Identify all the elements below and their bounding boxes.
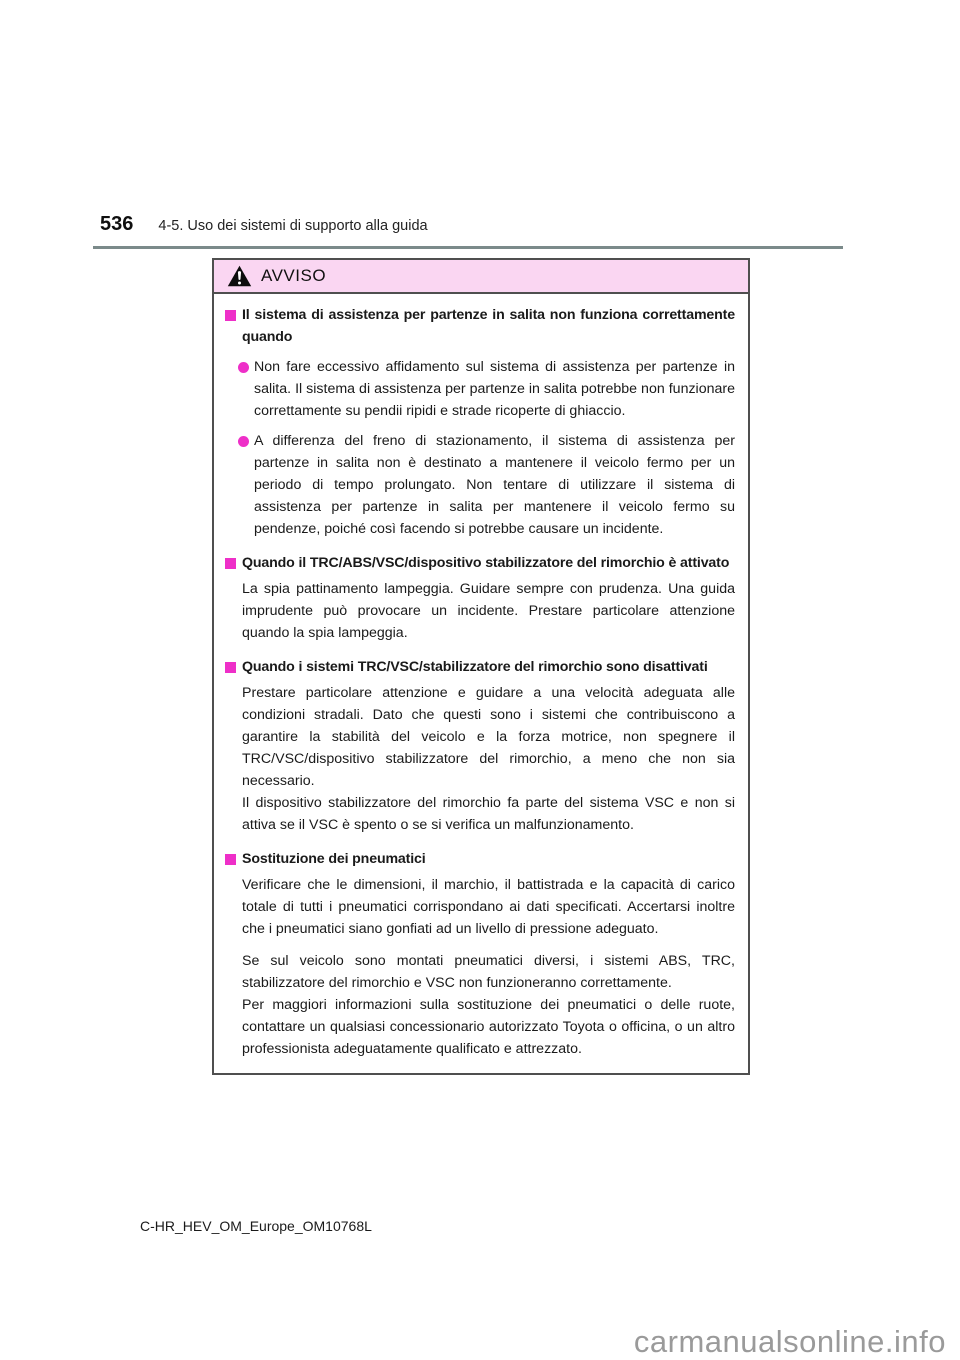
- notice-paragraph: [225, 682, 735, 836]
- square-bullet-icon: [225, 310, 236, 321]
- notice-paragraph: [225, 874, 735, 940]
- notice-section-heading-text: Il sistema di assistenza per partenze in salita non funziona correttamente quando: [242, 307, 735, 345]
- notice-paragraph-line: Il dispositivo stabilizzatore del rimorchio fa parte del sistema VSC e non si attiva se il VSC è spento o se si verifica un malfunzionamento.: [242, 795, 735, 833]
- watermark: carmanualsonline.info: [633, 1324, 946, 1359]
- notice-section: [225, 848, 735, 1060]
- notice-paragraph-line: Se sul veicolo sono montati pneumatici diversi, i sistemi ABS, TRC, stabilizzatore del rimorchio e VSC non funzioneranno correttamente.: [242, 953, 735, 991]
- circle-bullet-icon: [238, 436, 249, 447]
- chapter-header: 4-5. Uso dei sistemi di supporto alla guida: [158, 218, 428, 234]
- notice-paragraph-line: Prestare particolare attenzione e guidare a una velocità adeguata alle condizioni stradali. Dato che questi sono i sistemi che contribuiscono a garantire la stabilità del veicolo e la forza motrice, non spegnere il TRC/VSC/dispositivo stabilizzatore del rimorchio, a meno che non sia necessario.: [242, 685, 735, 789]
- notice-subitem: [225, 356, 735, 422]
- page-number: 536: [100, 213, 134, 235]
- notice-section-heading: [225, 304, 735, 348]
- notice-section-heading-text: Sostituzione dei pneumatici: [242, 851, 426, 867]
- notice-subitem-text: Non fare eccessivo affidamento sul sistema di assistenza per partenze in salita. Il sistema di assistenza per partenze in salita potrebbe non funzionare correttamente su pendii ripidi e strade ricoperte di ghiaccio.: [254, 359, 735, 419]
- notice-subitem: [225, 430, 735, 540]
- notice-section: [225, 656, 735, 836]
- notice-section: [225, 304, 735, 540]
- notice-section-heading-text: Quando il TRC/ABS/VSC/dispositivo stabilizzatore del rimorchio è attivato: [242, 555, 730, 571]
- notice-body: [214, 294, 748, 1073]
- square-bullet-icon: [225, 854, 236, 865]
- notice-paragraph: [225, 950, 735, 1060]
- document-code: C-HR_HEV_OM_Europe_OM10768L: [140, 1218, 372, 1234]
- warning-triangle-icon: [227, 265, 252, 287]
- notice-section-heading-text: Quando i sistemi TRC/VSC/stabilizzatore del rimorchio sono disattivati: [242, 659, 708, 675]
- notice-box: [212, 258, 750, 1075]
- notice-subitem-text: A differenza del freno di stazionamento, il sistema di assistenza per partenze in salita non è destinato a mantenere il veicolo fermo per un periodo di tempo prolungato. Non tentare di utilizzare il sistema di assistenza per partenze in salita per mantenere il veicolo fermo su pendenze, poiché così facendo si potrebbe causare un incidente.: [254, 433, 735, 537]
- notice-section-heading: [225, 552, 735, 574]
- notice-section-heading: [225, 848, 735, 870]
- notice-section: [225, 552, 735, 644]
- notice-paragraph-line: Per maggiori informazioni sulla sostituzione dei pneumatici o delle ruote, contattare un qualsiasi concessionario autorizzato Toyota o officina, o un altro professionista adeguatamente qualificato e attrezzato.: [242, 997, 735, 1057]
- notice-paragraph: [225, 578, 735, 644]
- notice-section-heading: [225, 656, 735, 678]
- notice-title: AVVISO: [261, 266, 327, 285]
- header-rule: [93, 246, 843, 249]
- notice-paragraph-line: Verificare che le dimensioni, il marchio, il battistrada e la capacità di carico totale di tutti i pneumatici corrispondano ai dati specificati. Accertarsi inoltre che i pneumatici siano gonfiati ad un livello di pressione adeguato.: [242, 877, 735, 937]
- notice-paragraph-line: La spia pattinamento lampeggia. Guidare sempre con prudenza. Una guida imprudente può provocare un incidente. Prestare particolare attenzione quando la spia lampeggia.: [242, 581, 735, 641]
- circle-bullet-icon: [238, 362, 249, 373]
- notice-header: [214, 260, 748, 294]
- page-header: [100, 213, 428, 236]
- square-bullet-icon: [225, 662, 236, 673]
- square-bullet-icon: [225, 558, 236, 569]
